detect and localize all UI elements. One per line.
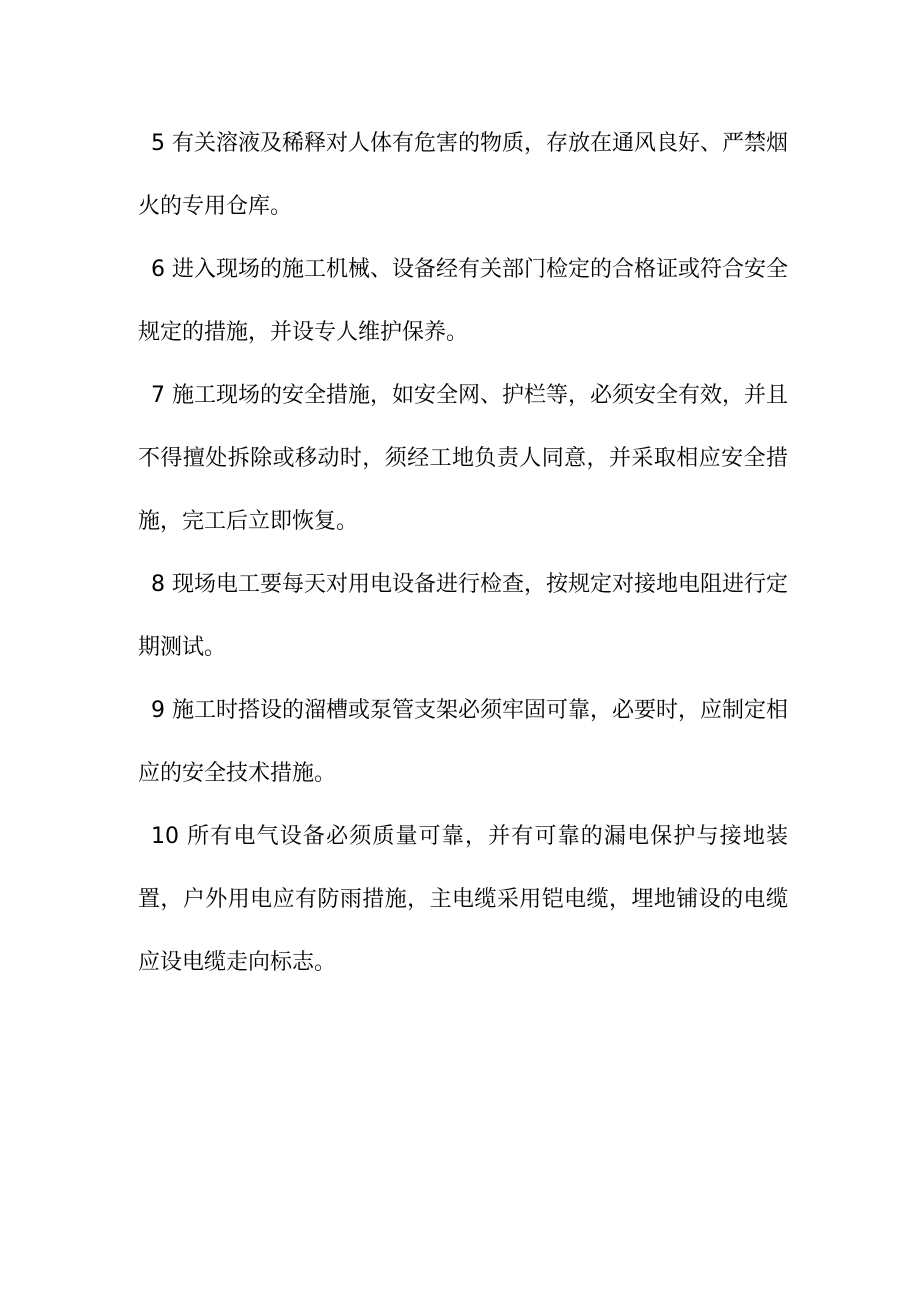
paragraph-item-6: 6 进入现场的施工机械、设备经有关部门检定的合格证或符合安全规定的措施，并设专人维护保养。: [138, 257, 788, 345]
paragraph-item-7: 7 施工现场的安全措施，如安全网、护栏等，必须安全有效，并且不得擅处拆除或移动时，须经工地负责人同意，并采取相应安全措施，完工后立即恢复。: [138, 383, 788, 534]
paragraph-item-10: 10 所有电气设备必须质量可靠，并有可靠的漏电保护与接地装置，户外用电应有防雨措施，主电缆采用铠电缆，埋地铺设的电缆应设电缆走向标志。: [138, 824, 788, 975]
paragraph-item-9: 9 施工时搭设的溜槽或泵管支架必须牢固可靠，必要时，应制定相应的安全技术措施。: [138, 698, 788, 786]
paragraph-item-5: 5 有关溶液及稀释对人体有危害的物质，存放在通风良好、严禁烟火的专用仓库。: [138, 131, 788, 219]
document-body: [138, 112, 788, 994]
paragraph-item-8: 8 现场电工要每天对用电设备进行检查，按规定对接地电阻进行定期测试。: [138, 572, 788, 660]
